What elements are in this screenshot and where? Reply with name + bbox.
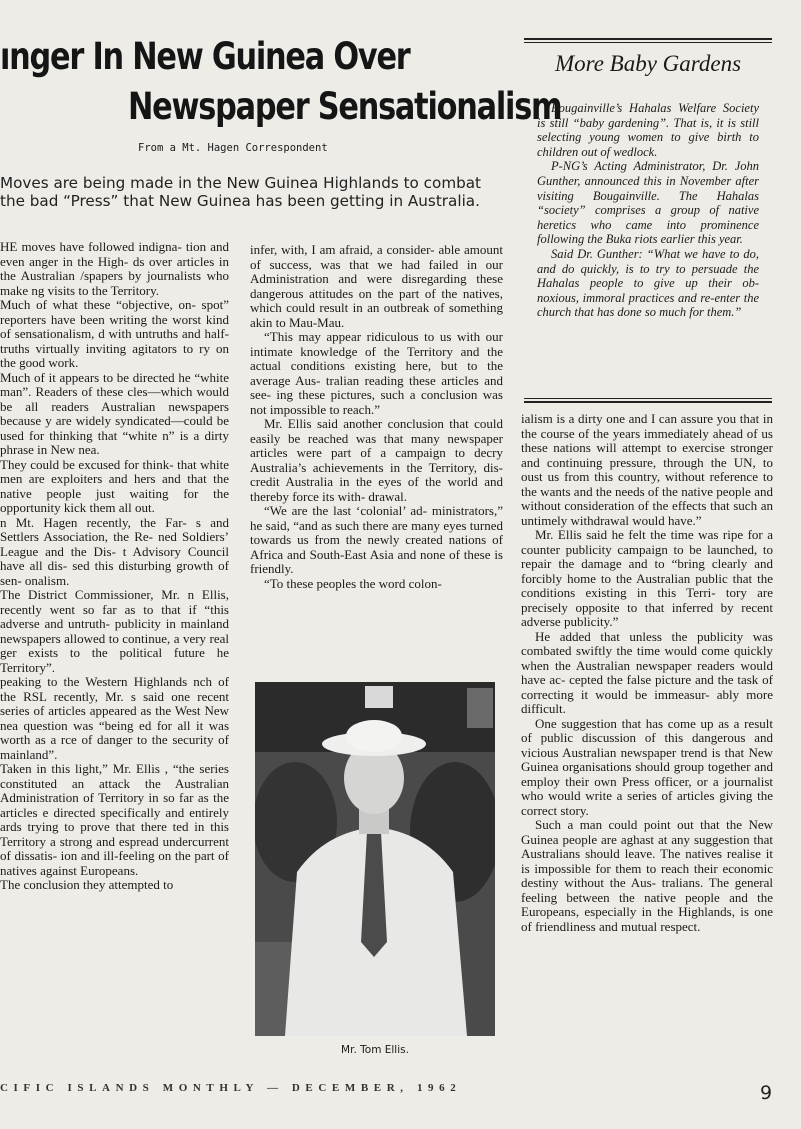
sidebar-paragraph: Said Dr. Gunther: “What we have to do, and do quickly, is to try to persuade the Hahalas people to give up their ob- noxious, immoral practices and re-enter the church that has done so much for them.”: [537, 246, 759, 320]
article-paragraph: ialism is a dirty one and I can assure you that in the course of the years immediately ahead of us these nations will attempt to exercise stronger and continuing pressure, through the UN, to oust us from this country, without reference to the wants and the needs of the native people and without consideration of the effects that such an untimely withdrawal would have.”: [521, 412, 773, 528]
sidebar-paragraph: Bougainville’s Hahalas Welfare Society is still “baby gardening”. That is, it is still selecting young women to give birth to children out of wedlock.: [537, 101, 759, 159]
article-paragraph: One suggestion that has come up as a result of public discussion of this dangerous and vicious Australian newspaper trend is that New Guinea organisations should group together and employ their own Press officer, or a journalist who would write a series of articles giving the correct story.: [521, 715, 773, 818]
article-paragraph: They could be excused for think- that white men are exploiters and hers and that the native people just waiting for the opportunity kick them all out.: [0, 456, 229, 515]
article-paragraph: Much of it appears to be directed he “white man”. Readers of these cles—which would be all readers Australian newspapers because y are widely syndicated—could be used for thinking that “white n” is a dirty phrase in New nea.: [0, 369, 229, 457]
article-paragraph: The District Commissioner, Mr. n Ellis, recently went so far as to that if “this adverse and untruth- publicity in mainland newspapers allowed to continue, a very real ger exists to the political future he Territory”.: [0, 587, 229, 675]
article-column-2: [250, 243, 503, 673]
headline-line-2: Newspaper Sensationalism: [128, 85, 562, 128]
article-paragraph: “This may appear ridiculous to us with our intimate knowledge of the Territory and the actual conditions existing here, but to the average Aus- tralian reading these articles and see- ing these pictures, such a conclusion was not impossible to reach.”: [250, 329, 503, 417]
article-paragraph: The conclusion they attempted to: [0, 877, 174, 892]
article-paragraph: “We are the last ‘colonial’ ad- ministrators,” he said, “and as such there are many eyes turned towards us from the newly created nations of Africa and South-East Asia and none of these is friendly.: [250, 503, 503, 576]
sidebar-body: [537, 101, 759, 320]
sidebar-bottom-rule: [524, 401, 772, 403]
article-paragraph: peaking to the Western Highlands nch of the RSL recently, Mr. s said one recent series of articles appeared as the West New nea question was “being ed for all it was worth as a rce of danger to the security of mainland”.: [0, 674, 229, 762]
article-intro: Moves are being made in the New Guinea Highlands to combat the bad “Press” that New Guinea has been getting in Australia.: [0, 174, 482, 210]
article-paragraph: Such a man could point out that the New Guinea people are aghast at any suggestion that Australians should leave. The natives realise it is impossible for them to reach their economic destiny without the Aus- tralians. The general feeling between the native people and the Europeans, especially in the Highlands, is one of friendliness and mutual respect.: [521, 817, 773, 934]
article-paragraph: HE moves have followed indigna- tion and even anger in the High- ds over articles in the Australian /spapers by journalists who make ng visits to the Territory.: [0, 240, 229, 298]
article-paragraph: Mr. Ellis said he felt the time was ripe for a counter publicity campaign to be launched, to repair the damage and to “bring clearly and forcibly home to the Australian public that the conditions existing in this Terri- tory are precisely opposite to that inferred by recent adverse publicity.”: [521, 527, 773, 629]
article-paragraph: He added that unless the publicity was combated swiftly the time would come quickly when the Australian newspaper readers would have ac- cepted the false picture and the task of correcting it would be immeasur- ably more difficult.: [521, 628, 773, 716]
sidebar-top-rule: [524, 38, 772, 40]
sidebar-bottom-rule-thin: [524, 398, 772, 399]
article-paragraph: infer, with, I am afraid, a consider- able amount of success, was that we had failed in our Administration and were disregarding these dangerous attitudes on the part of the natives, which could result in an outbreak of something akin to Mau-Mau.: [250, 243, 503, 330]
byline: From a Mt. Hagen Correspondent: [138, 142, 328, 154]
sidebar-paragraph: P-NG’s Acting Administrator, Dr. John Gunther, announced this in November after visiting Bougainville. The Hahalas “society” comprises a group of native heretics who came into prominence following the Buka riots earlier this year.: [537, 159, 759, 247]
sidebar-title: More Baby Gardens: [554, 51, 742, 76]
article-paragraph: Much of what these “objective, on- spot” reporters have been writing the worst kind of sensationalism, d with untruths and half-truths virtually inviting agitators to ry on the good work.: [0, 297, 229, 370]
article-paragraph: n Mt. Hagen recently, the Far- s and Settlers Association, the Re- ned Soldiers’ League and the Dis- t Advisory Council have all dis- sed this disturbing growth of sen- onalism.: [0, 514, 229, 588]
headline-line-1: ınger In New Guinea Over: [0, 35, 410, 78]
page-number: 9: [760, 1082, 773, 1104]
article-column-3: [521, 412, 773, 1067]
article-column-1: [0, 240, 229, 1060]
publication-footer: CIFIC ISLANDS MONTHLY — DECEMBER, 1962: [0, 1082, 462, 1094]
photo-caption: Mr. Tom Ellis.: [341, 1044, 409, 1056]
photo-illustration: [255, 682, 495, 1036]
sidebar-top-rule-thin: [524, 42, 772, 43]
portrait-photo: [255, 682, 495, 1036]
article-paragraph: Taken in this light,” Mr. Ellis , “the series constituted an attack the Australian Administration of Territory in so far as the articles e directed specifically and entirely ards trying to prove that there ted in this Territory a strong and espread undercurrent of dissatis- ion and ill-feeling on the part of natives against Europeans.: [0, 761, 229, 878]
article-paragraph: Mr. Ellis said another conclusion that could easily be reached was that many newspaper articles were part of a campaign to decry Australia’s achievements in the Territory, dis- credit Australia in the eyes of the world and thereby force its with- drawal.: [250, 416, 503, 504]
article-paragraph: “To these peoples the word colon-: [264, 575, 442, 591]
